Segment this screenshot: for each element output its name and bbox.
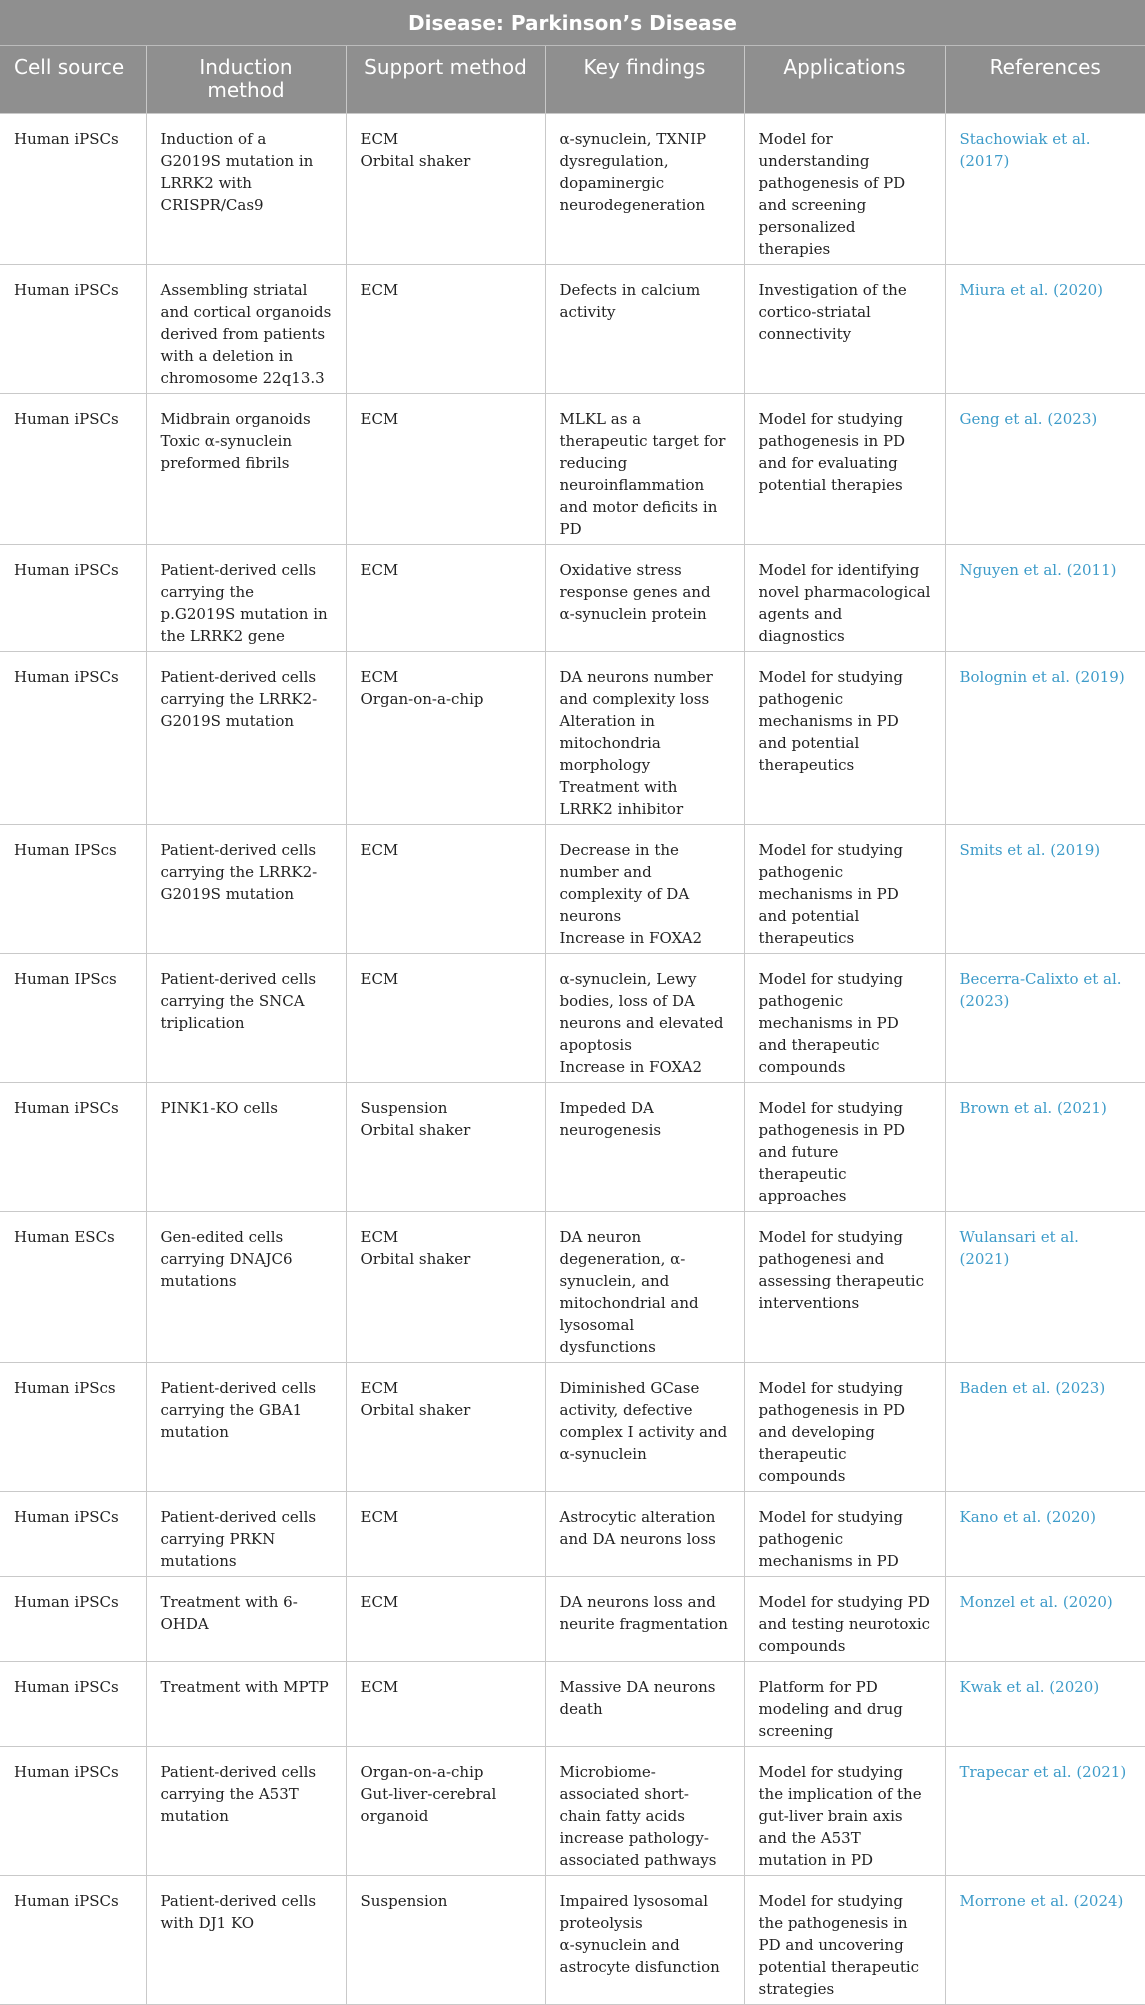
applications — [744, 1212, 945, 1363]
reference-link-text[interactable]: Kano et al. (2020) — [959, 1508, 1096, 1526]
support-method — [346, 954, 545, 1083]
cell-source — [0, 825, 146, 954]
table-title: Disease: Parkinson’s Disease — [0, 0, 1145, 46]
cell-source-text: Human iPSCs — [14, 1508, 119, 1526]
table-row — [0, 652, 1145, 825]
induction-method-line: Patient-derived cells carrying the LRRK2-G2019S mutation — [160, 668, 318, 730]
induction-method-line: PINK1-KO cells — [160, 1099, 278, 1117]
induction-method-line: Gen-edited cells carrying DNAJC6 mutations — [160, 1228, 293, 1290]
key-findings — [545, 1083, 744, 1212]
reference-link[interactable] — [945, 265, 1145, 394]
support-method-line: Organ-on-a-chip — [360, 690, 484, 708]
applications — [744, 1577, 945, 1662]
reference-link[interactable] — [945, 954, 1145, 1083]
induction-method — [146, 1363, 346, 1492]
key-findings — [545, 394, 744, 545]
header-induction-method: Induction method — [146, 46, 346, 114]
cell-source-text: Human iPSCs — [14, 668, 119, 686]
key-findings-line: Diminished GCase activity, defective complex I activity and α-synuclein — [559, 1379, 728, 1463]
support-method — [346, 1363, 545, 1492]
support-method-line: Suspension — [360, 1099, 448, 1117]
reference-link-text[interactable]: Morrone et al. (2024) — [959, 1892, 1124, 1910]
key-findings — [545, 954, 744, 1083]
applications — [744, 265, 945, 394]
table-row — [0, 265, 1145, 394]
induction-method-line: Patient-derived cells carrying PRKN mutations — [160, 1508, 317, 1570]
cell-source — [0, 652, 146, 825]
table-row — [0, 1083, 1145, 1212]
cell-source — [0, 545, 146, 652]
support-method — [346, 1577, 545, 1662]
reference-link[interactable] — [945, 1662, 1145, 1747]
applications — [744, 652, 945, 825]
reference-link-text[interactable]: Baden et al. (2023) — [959, 1379, 1106, 1397]
key-findings-line: α-synuclein, Lewy bodies, loss of DA neurons and elevated apoptosis — [559, 970, 724, 1054]
induction-method-line: Patient-derived cells carrying the GBA1 mutation — [160, 1379, 317, 1441]
induction-method-line: Midbrain organoids — [160, 410, 311, 428]
reference-link-text[interactable]: Smits et al. (2019) — [959, 841, 1101, 859]
applications — [744, 1083, 945, 1212]
reference-link-text[interactable]: Bolognin et al. (2019) — [959, 668, 1125, 686]
induction-method-line: Assembling striatal and cortical organoids derived from patients with a deletion in chromosome 22q13.3 — [160, 281, 332, 387]
applications-text: Model for studying pathogenic mechanisms in PD and potential therapeutics — [758, 841, 903, 947]
support-method — [346, 1083, 545, 1212]
key-findings-line: DA neurons number and complexity loss — [559, 668, 713, 708]
table-row — [0, 1662, 1145, 1747]
key-findings — [545, 1662, 744, 1747]
applications — [744, 394, 945, 545]
induction-method — [146, 652, 346, 825]
cell-source-text: Human iPSCs — [14, 410, 119, 428]
cell-source-text: Human iPScs — [14, 1379, 116, 1397]
cell-source-text: Human iPSCs — [14, 1892, 119, 1910]
induction-method — [146, 1662, 346, 1747]
applications — [744, 825, 945, 954]
key-findings — [545, 545, 744, 652]
reference-link[interactable] — [945, 1083, 1145, 1212]
applications-text: Platform for PD modeling and drug screening — [758, 1678, 903, 1740]
reference-link[interactable] — [945, 545, 1145, 652]
induction-method-line: Induction of a G2019S mutation in LRRK2 with CRISPR/Cas9 — [160, 130, 314, 214]
key-findings — [545, 1492, 744, 1577]
applications-text: Model for studying pathogenesis in PD and developing therapeutic compounds — [758, 1379, 906, 1485]
reference-link[interactable] — [945, 825, 1145, 954]
table-row — [0, 394, 1145, 545]
table-row — [0, 1492, 1145, 1577]
reference-link-text[interactable]: Brown et al. (2021) — [959, 1099, 1107, 1117]
induction-method — [146, 394, 346, 545]
induction-method — [146, 114, 346, 265]
support-method-line: ECM — [360, 1678, 399, 1696]
table-row — [0, 114, 1145, 265]
key-findings-line: Increase in FOXA2 — [559, 1058, 703, 1076]
induction-method — [146, 1083, 346, 1212]
header-row — [0, 46, 1145, 114]
support-method — [346, 545, 545, 652]
support-method-line: Organ-on-a-chip — [360, 1763, 484, 1781]
cell-source — [0, 1876, 146, 2005]
key-findings-line: Oxidative stress response genes and α-synuclein protein — [559, 561, 711, 623]
key-findings-line: Microbiome-associated short-chain fatty acids increase pathology-associated pathways — [559, 1763, 717, 1869]
support-method-line: ECM — [360, 281, 399, 299]
key-findings — [545, 1747, 744, 1876]
cell-source-text: Human iPSCs — [14, 130, 119, 148]
reference-link-text[interactable]: Geng et al. (2023) — [959, 410, 1098, 428]
header-references: References — [945, 46, 1145, 114]
support-method — [346, 114, 545, 265]
applications-text: Model for studying the implication of the gut-liver brain axis and the A53T mutation in PD — [758, 1763, 922, 1869]
applications-text: Model for studying pathogenesis in PD and for evaluating potential therapies — [758, 410, 906, 494]
reference-link-text[interactable]: Monzel et al. (2020) — [959, 1593, 1113, 1611]
cell-source — [0, 1212, 146, 1363]
applications-text: Model for studying pathogenic mechanisms in PD and therapeutic compounds — [758, 970, 903, 1076]
induction-method — [146, 1492, 346, 1577]
cell-source — [0, 114, 146, 265]
support-method-line: ECM — [360, 841, 399, 859]
key-findings — [545, 1363, 744, 1492]
induction-method — [146, 1747, 346, 1876]
reference-link[interactable] — [945, 394, 1145, 545]
key-findings-line: Impaired lysosomal proteolysis — [559, 1892, 709, 1932]
induction-method — [146, 954, 346, 1083]
table-row — [0, 1747, 1145, 1876]
applications-text: Model for studying pathogenic mechanisms in PD and potential therapeutics — [758, 668, 903, 774]
applications — [744, 1363, 945, 1492]
key-findings-line: Massive DA neurons death — [559, 1678, 716, 1718]
key-findings-line: Treatment with LRRK2 inhibitor — [559, 778, 684, 818]
applications-text: Model for studying pathogenesi and assessing therapeutic interventions — [758, 1228, 924, 1312]
key-findings-line: DA neuron degeneration, α-synuclein, and mitochondrial and lysosomal dysfunctions — [559, 1228, 699, 1356]
support-method-line: ECM — [360, 1379, 399, 1397]
cell-source — [0, 1662, 146, 1747]
support-method — [346, 265, 545, 394]
applications — [744, 1747, 945, 1876]
table-row — [0, 1212, 1145, 1363]
applications-text: Model for studying pathogenic mechanisms in PD — [758, 1508, 903, 1570]
induction-method-line: Patient-derived cells carrying the p.G2019S mutation in the LRRK2 gene — [160, 561, 328, 645]
key-findings — [545, 1577, 744, 1662]
support-method-line: ECM — [360, 410, 399, 428]
cell-source — [0, 1747, 146, 1876]
induction-method — [146, 545, 346, 652]
reference-link-text[interactable]: Becerra-Calixto et al. (2023) — [959, 970, 1122, 1010]
induction-method — [146, 1577, 346, 1662]
applications-text: Investigation of the cortico-striatal connectivity — [758, 281, 907, 343]
cell-source-text: Human IPScs — [14, 970, 117, 988]
induction-method-line: Toxic α-synuclein preformed fibrils — [160, 432, 293, 472]
support-method-line: ECM — [360, 970, 399, 988]
key-findings — [545, 825, 744, 954]
cell-source — [0, 394, 146, 545]
induction-method — [146, 265, 346, 394]
cell-source — [0, 1083, 146, 1212]
reference-link-text[interactable]: Stachowiak et al. (2017) — [959, 130, 1091, 170]
reference-link[interactable] — [945, 1363, 1145, 1492]
reference-link-text[interactable]: Kwak et al. (2020) — [959, 1678, 1100, 1696]
cell-source — [0, 954, 146, 1083]
support-method-line: Orbital shaker — [360, 1401, 471, 1419]
key-findings-line: MLKL as a therapeutic target for reducing neuroinflammation and motor deficits in PD — [559, 410, 726, 538]
key-findings — [545, 265, 744, 394]
applications — [744, 114, 945, 265]
support-method-line: ECM — [360, 130, 399, 148]
key-findings-line: α-synuclein, TXNIP dysregulation, dopaminergic neurodegeneration — [559, 130, 707, 214]
applications-text: Model for identifying novel pharmacological agents and diagnostics — [758, 561, 931, 645]
applications — [744, 1662, 945, 1747]
support-method — [346, 1212, 545, 1363]
cell-source-text: Human iPSCs — [14, 1763, 119, 1781]
support-method — [346, 394, 545, 545]
applications-text: Model for studying PD and testing neurotoxic compounds — [758, 1593, 931, 1655]
cell-source — [0, 1363, 146, 1492]
applications-text: Model for studying pathogenesis in PD and future therapeutic approaches — [758, 1099, 906, 1205]
support-method — [346, 825, 545, 954]
induction-method — [146, 1212, 346, 1363]
key-findings-line: Decrease in the number and complexity of DA neurons — [559, 841, 690, 925]
support-method-line: ECM — [360, 1228, 399, 1246]
applications-text: Model for studying the pathogenesis in PD and uncovering potential therapeutic strategies — [758, 1892, 920, 1998]
reference-link-text[interactable]: Miura et al. (2020) — [959, 281, 1104, 299]
reference-link-text[interactable]: Wulansari et al. (2021) — [959, 1228, 1079, 1268]
applications — [744, 1876, 945, 2005]
key-findings — [545, 652, 744, 825]
support-method — [346, 1662, 545, 1747]
applications-text: Model for understanding pathogenesis of PD and screening personalized therapies — [758, 130, 906, 258]
reference-link[interactable] — [945, 1212, 1145, 1363]
key-findings — [545, 1212, 744, 1363]
key-findings-line: DA neurons loss and neurite fragmentation — [559, 1593, 728, 1633]
support-method-line: ECM — [360, 668, 399, 686]
table-row — [0, 1363, 1145, 1492]
support-method-line: Orbital shaker — [360, 1250, 471, 1268]
support-method-line: Orbital shaker — [360, 152, 471, 170]
support-method — [346, 1876, 545, 2005]
support-method — [346, 652, 545, 825]
key-findings-line: Impeded DA neurogenesis — [559, 1099, 662, 1139]
table-body — [0, 114, 1145, 2005]
cell-source — [0, 1492, 146, 1577]
key-findings-line: Alteration in mitochondria morphology — [559, 712, 661, 774]
support-method-line: Suspension — [360, 1892, 448, 1910]
key-findings — [545, 1876, 744, 2005]
support-method-line: ECM — [360, 561, 399, 579]
reference-link[interactable] — [945, 1492, 1145, 1577]
induction-method — [146, 1876, 346, 2005]
cell-source — [0, 1577, 146, 1662]
induction-method — [146, 825, 346, 954]
table-row — [0, 825, 1145, 954]
reference-link[interactable] — [945, 1747, 1145, 1876]
induction-method-line: Treatment with MPTP — [160, 1678, 329, 1696]
induction-method-line: Patient-derived cells carrying the LRRK2-G2019S mutation — [160, 841, 318, 903]
applications — [744, 545, 945, 652]
reference-link-text[interactable]: Trapecar et al. (2021) — [959, 1763, 1127, 1781]
reference-link[interactable] — [945, 114, 1145, 265]
support-method — [346, 1492, 545, 1577]
support-method-line: ECM — [360, 1593, 399, 1611]
applications — [744, 954, 945, 1083]
support-method-line: ECM — [360, 1508, 399, 1526]
induction-method-line: Treatment with 6-OHDA — [160, 1593, 298, 1633]
induction-method-line: Patient-derived cells with DJ1 KO — [160, 1892, 317, 1932]
cell-source — [0, 265, 146, 394]
key-findings — [545, 114, 744, 265]
header-key-findings: Key findings — [545, 46, 744, 114]
header-support-method: Support method — [346, 46, 545, 114]
cell-source-text: Human iPSCs — [14, 561, 119, 579]
applications — [744, 1492, 945, 1577]
table-row — [0, 954, 1145, 1083]
cell-source-text: Human ESCs — [14, 1228, 115, 1246]
support-method — [346, 1747, 545, 1876]
table-row — [0, 1876, 1145, 2005]
reference-link-text[interactable]: Nguyen et al. (2011) — [959, 561, 1117, 579]
reference-link[interactable] — [945, 652, 1145, 825]
support-method-line: Gut-liver-cerebral organoid — [360, 1785, 497, 1825]
table-row — [0, 1577, 1145, 1662]
reference-link[interactable] — [945, 1577, 1145, 1662]
key-findings-line: Increase in FOXA2 — [559, 929, 703, 947]
header-applications: Applications — [744, 46, 945, 114]
induction-method-line: Patient-derived cells carrying the A53T mutation — [160, 1763, 317, 1825]
cell-source-text: Human iPSCs — [14, 1099, 119, 1117]
support-method-line: Orbital shaker — [360, 1121, 471, 1139]
cell-source-text: Human iPSCs — [14, 1678, 119, 1696]
induction-method-line: Patient-derived cells carrying the SNCA triplication — [160, 970, 317, 1032]
header-cell-source: Cell source — [0, 46, 146, 114]
cell-source-text: Human iPSCs — [14, 281, 119, 299]
key-findings-line: α-synuclein and astrocyte disfunction — [559, 1936, 720, 1976]
reference-link[interactable] — [945, 1876, 1145, 2005]
cell-source-text: Human IPScs — [14, 841, 117, 859]
table-row — [0, 545, 1145, 652]
key-findings-line: Astrocytic alteration and DA neurons loss — [559, 1508, 716, 1548]
key-findings-line: Defects in calcium activity — [559, 281, 701, 321]
cell-source-text: Human iPSCs — [14, 1593, 119, 1611]
